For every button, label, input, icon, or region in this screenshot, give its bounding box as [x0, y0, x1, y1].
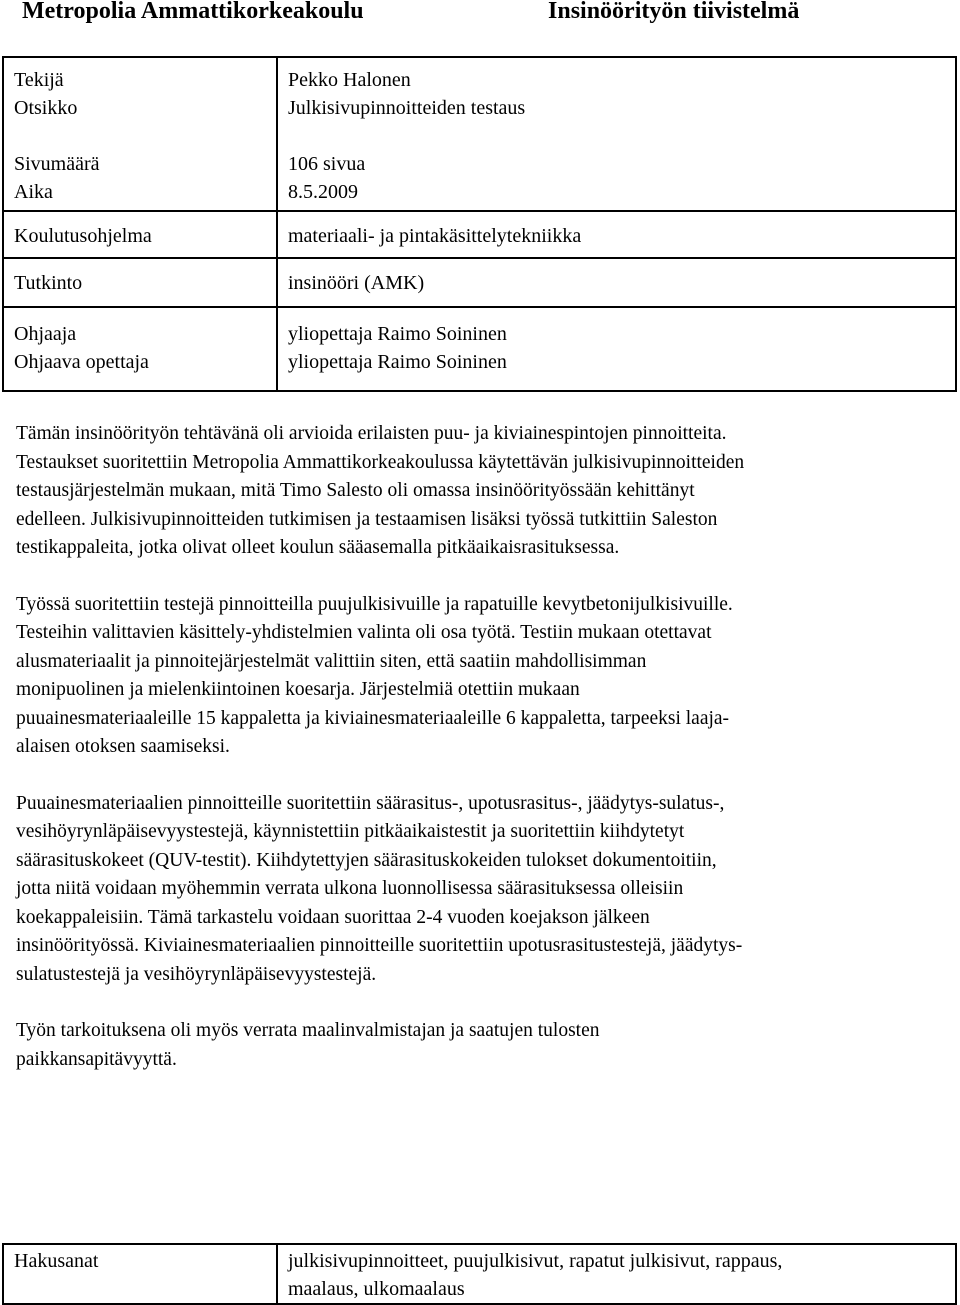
program-value: materiaali- ja pintakäsittelytekniikka	[288, 225, 582, 247]
supervisor-label: Ohjaaja	[14, 323, 77, 345]
meta-value-cell	[277, 57, 956, 211]
meta-row-supervisors	[3, 307, 956, 391]
degree-label: Tutkinto	[14, 272, 83, 294]
header-institution: Metropolia Ammattikorkeakoulu	[22, 0, 364, 24]
title-label: Otsikko	[14, 97, 78, 119]
keywords-value: julkisivupinnoitteet, puujulkisivut, rapatut julkisivut, rappaus, maalaus, ulkomaalaus	[277, 1244, 956, 1304]
keywords-table	[2, 1243, 957, 1305]
degree-value: insinööri (AMK)	[288, 272, 425, 294]
author-value: Pekko Halonen	[288, 69, 411, 91]
abstract-paragraph-3: Puuainesmateriaalien pinnoitteille suoritettiin säärasitus-, upotusrasitus-, jäädytys-sulatus-, vesihöyrynläpäisevyystestejä, käynnistettiin pitkäaikaistestit ja suoritettiin kiihdytetyt säärasituskokeet (QUV-testit). Kiihdytettyjen säärasituskokeiden tulokset dokumentoitiin, jotta niitä voidaan myöhemmin verrata ulkona luonnollisessa säärasituksessa olleisiin koekappaleisiin. Tämä tarkastelu voidaan suorittaa 2-4 vuoden koejakson jälkeen insinöörityössä. Kiviainesmateriaalien pinnoitteille suoritettiin upotusrasitustestejä, jäädytys- sulatustestejä ja vesihöyrynläpäisevyystestejä.	[16, 792, 743, 985]
abstract-paragraph-4: Työn tarkoituksena oli myös verrata maalinvalmistajan ja saatujen tulosten paikkansapitävyyttä.	[16, 1020, 600, 1070]
instructor-value: yliopettaja Raimo Soininen	[288, 351, 507, 373]
header-document-type: Insinöörityön tiivistelmä	[548, 0, 800, 24]
author-label: Tekijä	[14, 69, 64, 91]
meta-row-basic	[3, 57, 956, 211]
abstract-paragraph-1: Tämän insinöörityön tehtävänä oli arvioida erilaisten puu- ja kiviainespintojen pinnoitteita. Testaukset suoritettiin Metropolia Ammattikorkeakoulussa käytettävän julkisivupinnoitteiden testausjärjestelmän mukaan, mitä Timo Salesto oli omassa insinöörityössään kehittänyt edelleen. Julkisivupinnoitteiden tutkimisen ja testaamisen lisäksi työssä tutkittiin Saleston testikappaleita, jotka olivat olleet koulun sääasemalla pitkäaikaisrasituksessa.	[16, 423, 745, 558]
metadata-table	[2, 56, 957, 392]
meta-row-degree	[3, 258, 956, 307]
pages-label: Sivumäärä	[14, 153, 100, 175]
program-label: Koulutusohjelma	[14, 225, 152, 247]
supervisor-value: yliopettaja Raimo Soininen	[288, 323, 507, 345]
pages-value: 106 sivua	[288, 153, 366, 175]
meta-row-program	[3, 211, 956, 258]
abstract-body	[16, 420, 946, 1102]
title-value: Julkisivupinnoitteiden testaus	[288, 97, 526, 119]
instructor-label: Ohjaava opettaja	[14, 351, 149, 373]
meta-label-cell	[3, 57, 277, 211]
keywords-label: Hakusanat	[3, 1244, 277, 1304]
abstract-paragraph-2: Työssä suoritettiin testejä pinnoitteilla puujulkisivuille ja rapatuille kevytbetonijulkisivuille. Testeihin valittavien käsittely-yhdistelmien valinta oli osa työtä. Testiin mukaan otettavat alusmateriaalit ja pinnoitejärjestelmät valittiin siten, että saatiin mahdollisimman monipuolinen ja mielenkiintoinen koesarja. Järjestelmiä otettiin mukaan puuainesmateriaaleille 15 kappaletta ja kiviainesmateriaaleille 6 kappaletta, tarpeeksi laaja- alaisen otoksen saamiseksi.	[16, 593, 733, 757]
date-value: 8.5.2009	[288, 181, 358, 203]
date-label: Aika	[14, 181, 53, 203]
